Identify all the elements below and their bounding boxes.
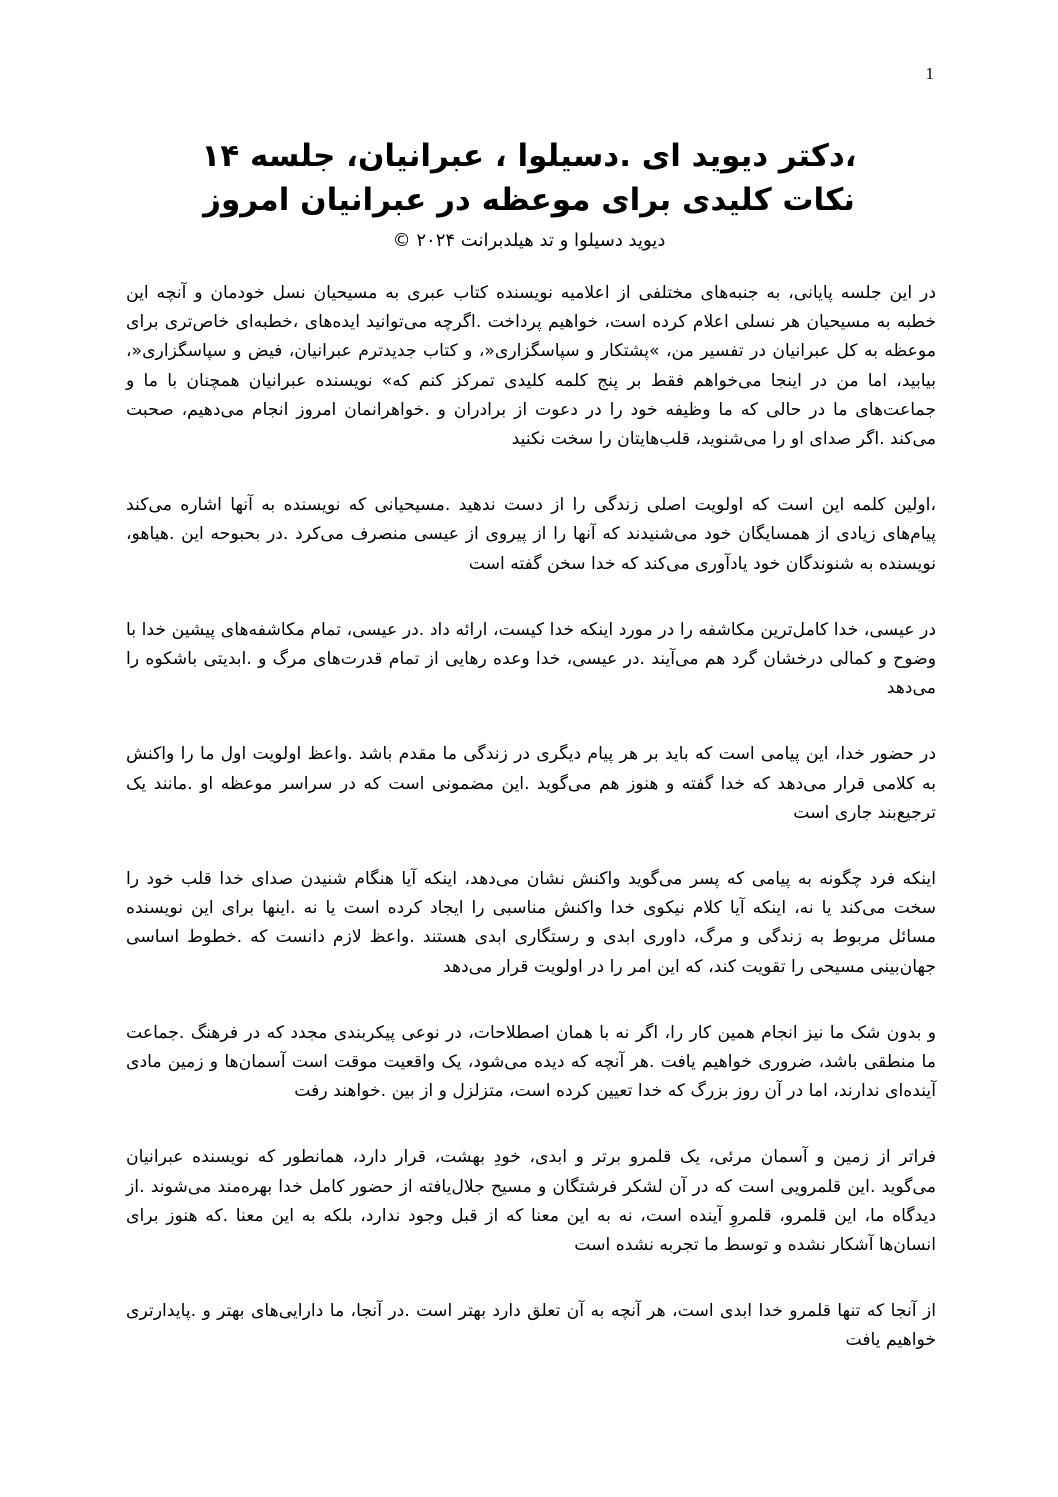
page-number: 1 bbox=[925, 64, 934, 83]
paragraph-5: اینکه فرد چگونه به پیامی که پسر می‌گوید واکنش نشان می‌دهد، اینکه آیا هنگام شنیدن صدای خدا قلب خود را سخت می‌کند یا نه، اینکه آیا کلام نیکوی خدا واکنش مناسبی را ایجاد کرده است یا نه .اینها برای این نویسنده مسائل مربوط به زندگی و مرگ، داوری ابدی و رستگاری ابدی هستند .واعظ لازم دانست که .خطوط اساسی جهان‌بینی مسیحی را تقویت کند، که این امر را در اولویت قرار می‌دهد bbox=[126, 869, 936, 977]
document-body bbox=[126, 279, 936, 1393]
paragraph-4: در حضور خدا، این پیامی است که باید بر هر پیام دیگری در زندگی ما مقدم باشد .واعظ اولویت اول ما را واکنش به کلامی قرار می‌دهد که خدا گفته و هنوز هم می‌گوید .این مضمونی است که در سراسر موعظه او .مانند یک ترجیع‌بند جاری است bbox=[126, 744, 936, 823]
paragraph-2: ،اولین کلمه این است که اولویت اصلی زندگی را از دست ندهید .مسیحیانی که نویسنده به آنها اشاره می‌کند پیام‌های زیادی از همسایگان خود می‌شنیدند که آنها را از پیروی از عیسی منصرف می‌کرد .در بحبوحه این .هیاهو، نویسنده به شنوندگان خود یادآوری می‌کند که خدا سخن گفته است bbox=[126, 495, 936, 574]
document-title-line-2: نکات کلیدی برای موعظه در عبرانیان امروز bbox=[203, 182, 855, 218]
document-subtitle: دیوید دسیلوا و تد هیلدبرانت ۲۰۲۴ © bbox=[392, 230, 666, 251]
paragraph-6: و بدون شک ما نیز انجام همین کار را، اگر نه با همان اصطلاحات، در نوعی پیکربندی مجدد که در فرهنگ .جماعت ما منطقی باشد، ضروری خواهیم یافت .هر آنچه که دیده می‌شود، یک واقعیت موقت است آسمان‌ها و زمین مادی آینده‌ای ندارند، اما در آن روز بزرگ که خدا تعیین کرده است، متزلزل و از بین .خواهند رفت bbox=[126, 1022, 936, 1102]
paragraph-3: در عیسی، خدا کامل‌ترین مکاشفه را در مورد اینکه خدا کیست، ارائه داد .در عیسی، تمام مکاشفه‌های پیشین خدا با وضوح و کمالی درخشان گرد هم می‌آیند .در عیسی، خدا وعده رهایی از تمام قدرت‌های مرگ و .ابدیتی باشکوه را می‌دهد bbox=[126, 619, 936, 699]
paragraph-8: از آنجا که تنها قلمرو خدا ابدی است، هر آنچه به آن تعلق دارد بهتر است .در آنجا، ما دارایی‌های بهتر و .پایدارتری خواهیم یافت bbox=[126, 1301, 936, 1351]
document-title-line-1: ،دکتر دیوید ای .دسیلوا ، عبرانیان، جلسه ۱۴ bbox=[201, 138, 857, 174]
title-block bbox=[120, 134, 938, 256]
paragraph-7: فراتر از زمین و آسمان مرئی، یک قلمرو برتر و ابدی، خودِ بهشت، قرار دارد، همانطور که نویسنده عبرانیان می‌گوید .این قلمرویی است که در آن لشکر فرشتگان و مسیح جلال‌یافته از حضور کامل خدا بهره‌مند می‌شوند .از دیدگاه ما، این قلمرو، قلمروِ آینده است، نه به این معنا که از قبل وجود ندارد، بلکه به این معنا .که هنوز برای انسان‌ها آشکار نشده و توسط ما تجربه نشده است bbox=[126, 1147, 936, 1256]
paragraph-1: در این جلسه پایانی، به جنبه‌های مختلفی از اعلامیه نویسنده کتاب عبری به مسیحیان نسل خودمان و آنچه این خطبه به مسیحیان هر نسلی اعلام کرده است، خواهیم پرداخت .اگرچه می‌توانید ایده‌های ،خطبه‌ای خاص‌تری برای موعظه به کل عبرانیان در تفسیر من، »پشتکار و سپاسگزاری«، و کتاب جدیدترم عبرانیان، فیض و سپاسگزاری«، بیابید، اما من در اینجا می‌خواهم فقط بر پنج کلمه کلیدی تمرکز کنم که» نویسنده عبرانیان همچنان با ما و جماعت‌های ما در حالی که ما وظیفه خود را در دعوت از برادران و .خواهرانمان امروز انجام می‌دهیم، صحبت می‌کند .اگر صدای او را می‌شنوید، قلب‌هایتان را سخت نکنید bbox=[126, 283, 936, 450]
